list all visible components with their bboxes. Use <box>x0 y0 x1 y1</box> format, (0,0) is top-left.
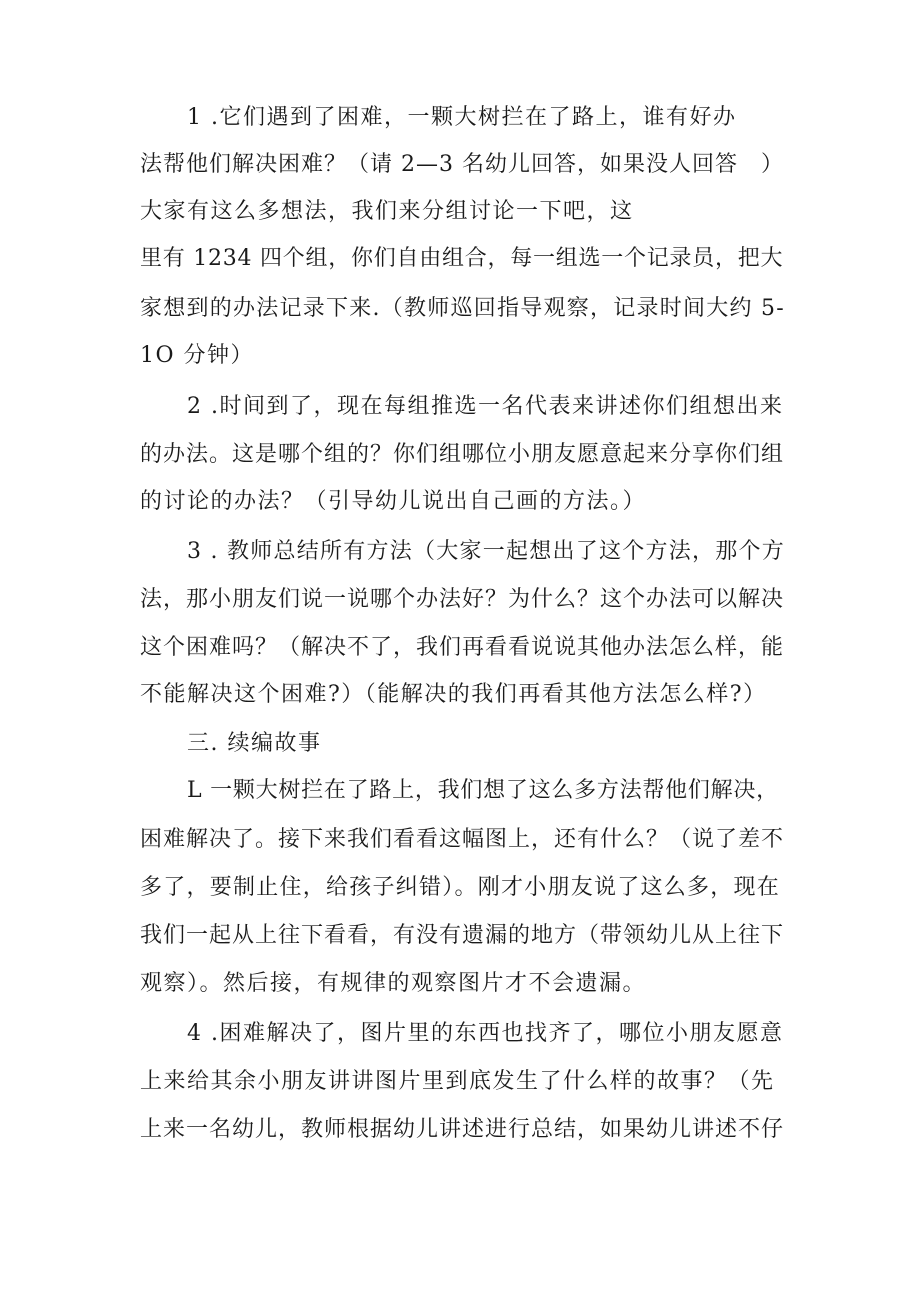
text-line: 上来一名幼儿，教师根据幼儿讲述进行总结，如果幼儿讲述不仔 <box>140 1117 785 1142</box>
text-line: 4 .困难解决了，图片里的东西也找齐了，哪位小朋友愿意 <box>187 1021 784 1046</box>
text-line: L 一颗大树拦在了路上，我们想了这么多方法帮他们解决， <box>187 778 779 803</box>
text-line: 多了，要制止住，给孩子纠错）。刚才小朋友说了这么多，现在 <box>140 875 781 900</box>
text-line: 2 .时间到了，现在每组推选一名代表来讲述你们组想出来 <box>187 394 784 419</box>
text-line: 法，那小朋友们说一说哪个办法好？为什么？这个办法可以解决 <box>140 587 785 612</box>
text-line: 家想到的办法记录下来.（教师巡回指导观察，记录时间大约 5- <box>140 296 785 321</box>
text-line: 1 .它们遇到了困难，一颗大树拦在了路上，谁有好办 <box>187 105 737 130</box>
text-line: 观察）。然后接，有规律的观察图片才不会遗漏。 <box>140 971 647 996</box>
text-line: 3 . 教师总结所有方法（大家一起想出了这个方法，那个方 <box>187 539 785 564</box>
text-line: 这个困难吗？（解决不了，我们再看看说说其他办法怎么样，能 <box>140 635 785 660</box>
text-line: 不能解决这个困难?）（能解决的我们再看其他方法怎么样?） <box>140 682 767 707</box>
text-line: 的讨论的办法？（引导幼儿说出自己画的方法。） <box>140 489 647 514</box>
text-line: 困难解决了。接下来我们看看这幅图上，还有什么？（说了差不 <box>140 827 785 852</box>
text-line: 法帮他们解决困难？（请 2—3 名幼儿回答，如果没人回答 ） <box>140 152 784 177</box>
text-line: 的办法。这是哪个组的？你们组哪位小朋友愿意起来分享你们组 <box>140 442 785 467</box>
section-heading: 三. 续编故事 <box>187 731 322 756</box>
text-line: 1O 分钟） <box>140 343 255 368</box>
text-line: 大家有这么多想法，我们来分组讨论一下吧，这 <box>140 199 634 224</box>
text-line: 里有 1234 四个组，你们自由组合，每一组选一个记录员，把大 <box>140 246 784 271</box>
text-line: 上来给其余小朋友讲讲图片里到底发生了什么样的故事？（先 <box>140 1069 775 1094</box>
text-line: 我们一起从上往下看看，有没有遗漏的地方（带领幼儿从上往下 <box>140 923 785 948</box>
